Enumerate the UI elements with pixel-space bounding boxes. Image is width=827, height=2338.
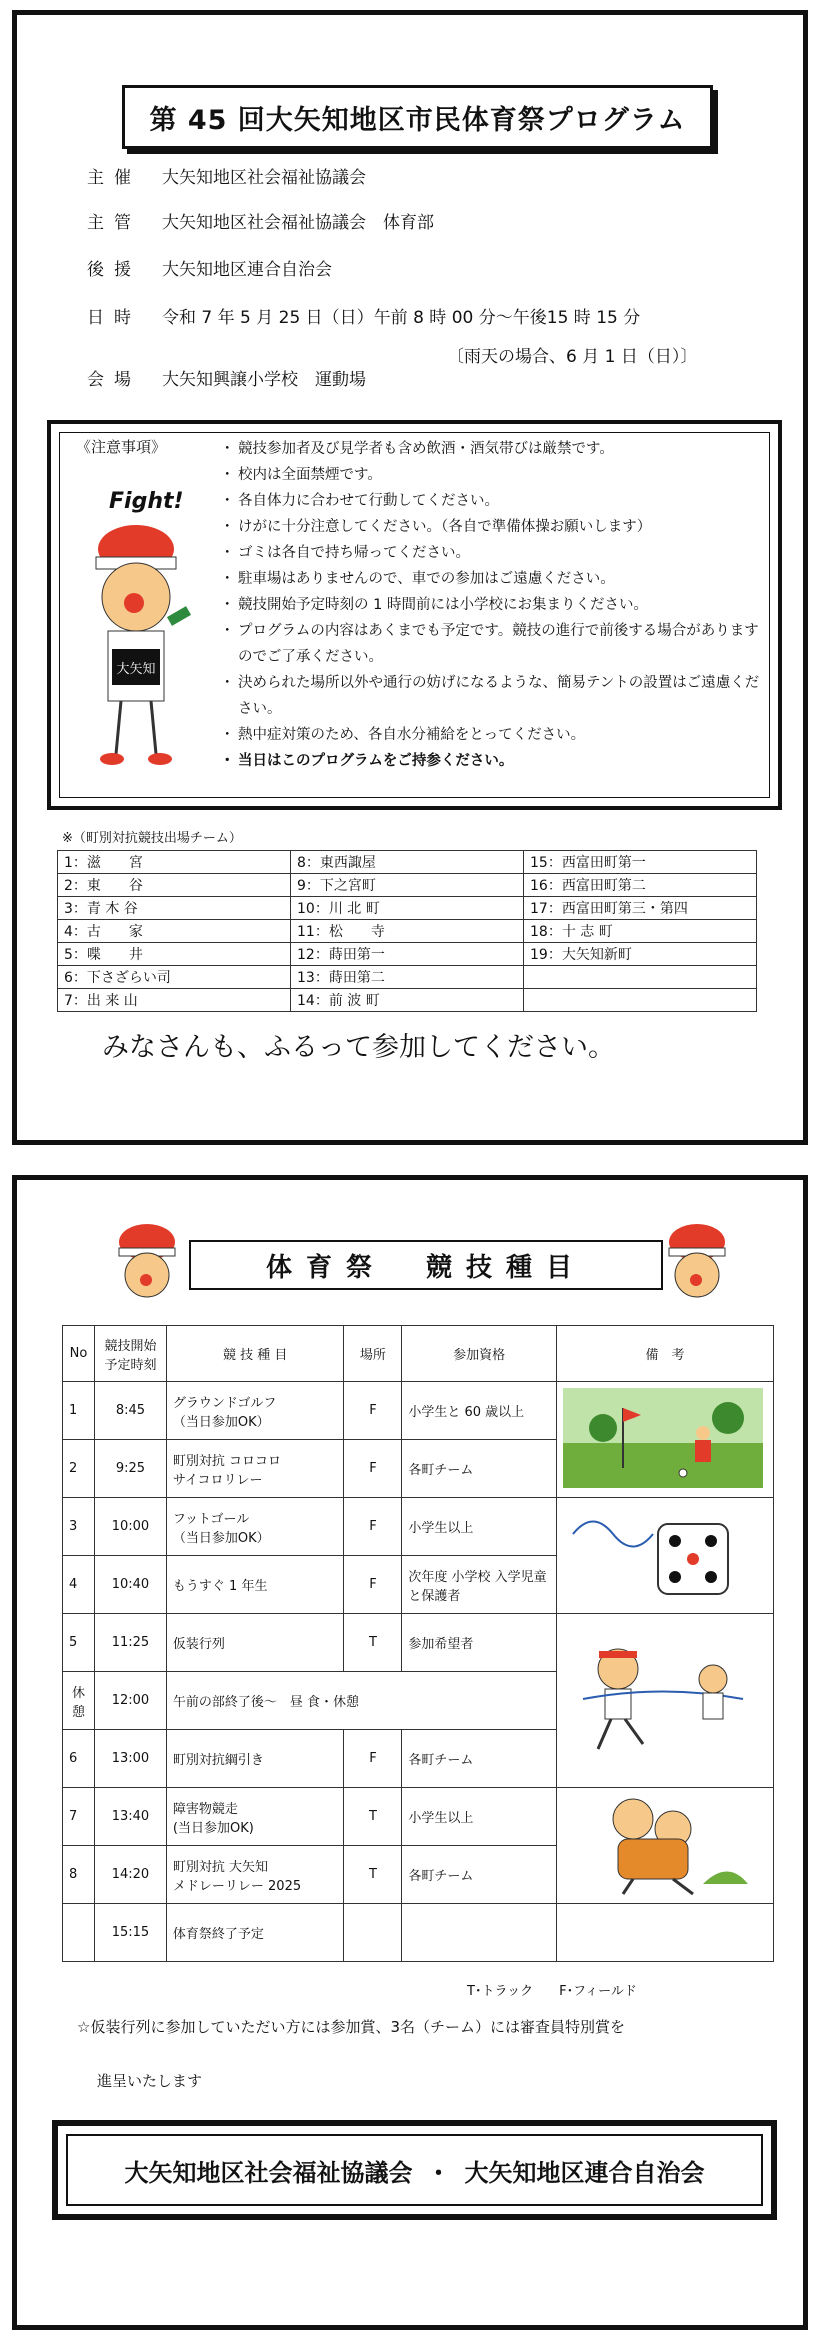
event-place: F [344,1498,402,1556]
table-header-row [63,1326,774,1382]
notice-item: ・ 駐車場はありませんので、車での参加はご遠慮ください。 [226,566,766,592]
info-manager [87,208,434,233]
info-label: 日時 [87,308,141,328]
event-no: 5 [63,1614,95,1672]
runners-illustration [563,1639,763,1759]
closing-message: みなさんも、ふるって参加してください。 [102,1032,615,1063]
golf-illustration [563,1388,763,1488]
mascot-shoe-icon [148,753,172,765]
mascot-shoe-icon [100,753,124,765]
notice-box [47,420,782,810]
event-time: 13:00 [94,1730,166,1788]
info-label: 主管 [87,213,141,233]
notice-item: ・ けがに十分注意してください。（各自で準備体操お願いします） [226,514,766,540]
events-table [62,1325,774,1962]
event-place: F [344,1730,402,1788]
notice-item: ・ 競技参加者及び見学者も含め飲酒・酒気帯びは厳禁です。 [226,436,766,462]
event-time: 10:40 [94,1556,166,1614]
col-header: 場所 [344,1326,402,1382]
table-row [58,966,757,989]
rain-date-note: 〔雨天の場合、6 月 1 日（日）〕 [447,347,698,367]
table-row [58,897,757,920]
event-time: 9:25 [94,1440,166,1498]
notice-list [226,436,766,774]
info-label: 後援 [87,260,141,280]
teams-table [57,850,757,1012]
piggyback-illustration [563,1789,763,1899]
remarks-cell [556,1904,773,1962]
event-no: 8 [63,1846,95,1904]
program-page-2 [12,1175,808,2330]
event-time: 10:00 [94,1498,166,1556]
team-cell: 16：西富田町第二 [524,874,757,897]
dice-illustration [563,1504,763,1604]
table-row [58,874,757,897]
event-qualification: 小学生以上 [402,1788,557,1846]
team-cell [524,989,757,1012]
program-page-1 [12,10,808,1145]
event-place: T [344,1788,402,1846]
col-header: No [63,1326,95,1382]
mascot-nose-icon [124,593,144,613]
mascot-baton-icon [167,606,191,626]
info-sponsor [87,255,332,280]
team-cell: 11：松 寺 [291,920,524,943]
team-cell [524,966,757,989]
team-cell: 15：西富田町第一 [524,851,757,874]
event-qualification: 小学生以上 [402,1498,557,1556]
event-qualification: 参加希望者 [402,1614,557,1672]
mascot-illustration [76,519,196,779]
mascot-shirt-text: 大矢知 [116,662,156,677]
event-name: もうすぐ 1 年生 [166,1556,344,1614]
mascot-leg-icon [151,701,156,754]
fight-label: Fight! [109,489,184,514]
team-cell: 5：喋 井 [58,943,291,966]
team-cell: 13：蒔田第二 [291,966,524,989]
table-row [58,943,757,966]
team-cell: 10：川 北 町 [291,897,524,920]
event-qualification: 各町チーム [402,1846,557,1904]
event-time: 13:40 [94,1788,166,1846]
event-time: 15:15 [94,1904,166,1962]
col-header: 競 技 種 目 [166,1326,344,1382]
event-place: F [344,1382,402,1440]
event-no: 3 [63,1498,95,1556]
team-cell: 7：出 来 山 [58,989,291,1012]
team-cell: 17：西富田町第三・第四 [524,897,757,920]
team-cell: 2：東 谷 [58,874,291,897]
footer-inner [66,2134,763,2206]
event-time: 11:25 [94,1614,166,1672]
info-value: 令和 7 年 5 月 25 日（日）午前 8 時 00 分～午後15 時 15 分 [162,308,641,328]
event-qualification: 各町チーム [402,1440,557,1498]
event-no: 2 [63,1440,95,1498]
team-cell: 1：滋 宮 [58,851,291,874]
event-place: F [344,1440,402,1498]
teams-note: ※（町別対抗競技出場チーム） [62,831,242,846]
event-name: 障害物競走 (当日参加OK) [166,1788,344,1846]
remarks-cell [556,1382,773,1498]
event-place: T [344,1846,402,1904]
remarks-cell [556,1614,773,1788]
event-name: グラウンドゴルフ （当日参加OK） [166,1382,344,1440]
event-qualification: 小学生と 60 歳以上 [402,1382,557,1440]
event-place: T [344,1614,402,1672]
event-name: フットゴール （当日参加OK） [166,1498,344,1556]
info-organizer [87,163,366,188]
info-label: 主催 [87,168,141,188]
notice-item: ・ 校内は全面禁煙です。 [226,462,766,488]
event-no: 1 [63,1382,95,1440]
remarks-cell [556,1788,773,1904]
info-value: 大矢知地区社会福祉協議会 [162,168,366,188]
event-place: F [344,1556,402,1614]
prize-note: ☆仮装行列に参加していただい方には参加賞、3名（チーム）には審査員特別賞を [77,2018,625,2036]
team-cell: 18：十 志 町 [524,920,757,943]
event-place [344,1904,402,1962]
notice-heading: 《注意事項》 [76,438,167,456]
team-cell: 19：大矢知新町 [524,943,757,966]
event-time: 12:00 [94,1672,166,1730]
col-header: 競技開始予定時刻 [94,1326,166,1382]
notice-item: ・ 熱中症対策のため、各自水分補給をとってください。 [226,722,766,748]
info-label: 会場 [87,370,141,390]
event-name: 町別対抗綱引き [166,1730,344,1788]
place-legend: T･トラック F･フィールド [467,1984,637,1999]
table-row [58,920,757,943]
footer-separator: ・ [426,2158,451,2187]
footer-organizer-right: 大矢知地区連合自治会 [464,2158,705,2187]
team-cell: 14：前 波 町 [291,989,524,1012]
team-cell: 3：青 木 谷 [58,897,291,920]
team-cell: 8：東西諏屋 [291,851,524,874]
event-qualification [402,1904,557,1962]
page-title: 第 45 回大矢知地区市民体育祭プログラム [122,85,713,149]
notice-item: ・ 競技開始予定時刻の 1 時間前には小学校にお集まりください。 [226,592,766,618]
event-name: 体育祭終了予定 [166,1904,344,1962]
info-value: 大矢知地区連合自治会 [162,260,332,280]
info-value: 大矢知興譲小学校 運動場 [162,370,366,390]
info-venue [87,365,366,390]
table-row [58,989,757,1012]
events-banner: 体育祭 競技種目 [189,1240,663,1290]
team-cell: 9：下之宮町 [291,874,524,897]
notice-item: ・ 当日はこのプログラムをご持参ください。 [226,748,766,774]
notice-item: ・ ゴミは各自で持ち帰ってください。 [226,540,766,566]
footer-organizers [52,2120,777,2220]
notice-item: ・ 決められた場所以外や通行の妨げになるような、簡易テントの設置はご遠慮ください。 [226,670,766,722]
col-header: 参加資格 [402,1326,557,1382]
info-datetime [87,303,640,328]
info-value: 大矢知地区社会福祉協議会 体育部 [162,213,434,233]
event-no: 4 [63,1556,95,1614]
mascot-head-left-icon [112,1220,182,1300]
table-row [63,1614,774,1672]
table-row [63,1904,774,1962]
notice-item: ・ プログラムの内容はあくまでも予定です。競技の進行で前後する場合がありますのでご了承ください。 [226,618,766,670]
mascot-head-right-icon [662,1220,732,1300]
event-name: 町別対抗 コロコロ サイコロリレー [166,1440,344,1498]
prize-note-continued: 進呈いたします [97,2072,203,2090]
table-row [63,1498,774,1556]
team-cell: 12：蒔田第一 [291,943,524,966]
event-name: 仮装行列 [166,1614,344,1672]
team-cell: 6：下さざらい司 [58,966,291,989]
event-name: 町別対抗 大矢知 メドレーリレー 2025 [166,1846,344,1904]
event-time: 8:45 [94,1382,166,1440]
remarks-cell [556,1498,773,1614]
table-row [58,851,757,874]
mascot-leg-icon [116,701,121,754]
event-qualification: 各町チーム [402,1730,557,1788]
team-cell: 4：古 家 [58,920,291,943]
event-time: 14:20 [94,1846,166,1904]
notice-item: ・ 各自体力に合わせて行動してください。 [226,488,766,514]
footer-organizer-left: 大矢知地区社会福祉協議会 [124,2158,413,2187]
event-no: 7 [63,1788,95,1846]
event-no [63,1904,95,1962]
event-qualification: 次年度 小学校 入学児童と保護者 [402,1556,557,1614]
event-no: 休憩 [63,1672,95,1730]
event-name: 午前の部終了後～ 昼 食・休憩 [166,1672,556,1730]
col-header: 備 考 [556,1326,773,1382]
table-row [63,1382,774,1440]
event-no: 6 [63,1730,95,1788]
table-row [63,1788,774,1846]
